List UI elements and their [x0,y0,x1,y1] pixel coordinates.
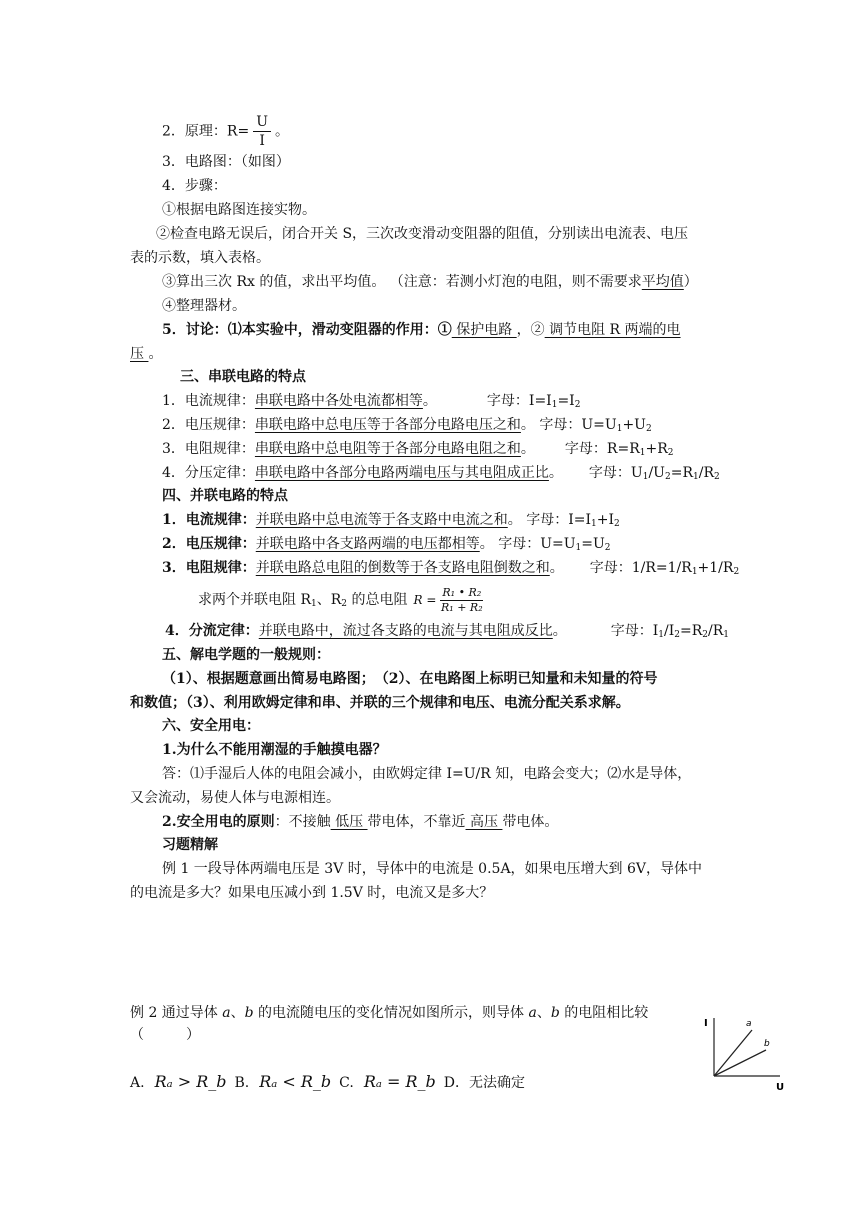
steps-title: 4．步骤： [162,178,227,194]
underline-answer: 高压 [465,814,503,830]
step-3-text: ③算出三次 Rx 的值，求出平均值。 （注意：若测小灯泡的电阻，则不需要求 [162,274,642,290]
sub: 1 [658,630,665,640]
label: 4．分流定律： [165,623,259,639]
sub: 1 [639,448,646,458]
series-row-4 [162,463,720,483]
fraction-denominator: R₁ + R₂ [441,600,483,614]
sub: 1 [642,472,649,482]
sub: 1 [591,519,597,529]
safety-q2 [162,812,558,832]
series-title: 三、串联电路的特点 [180,369,306,385]
option-b-label: B. [234,1075,250,1091]
text: 的电流随电压的变化情况如图所示，则导体 [253,1005,529,1021]
line-b-label: b [764,1039,770,1049]
parallel-row-4 [165,621,729,641]
discuss-line-1 [162,320,681,340]
safety-title: 六、安全用电： [162,718,260,734]
option-a-label: A. [130,1075,145,1091]
text: 、 [230,1005,245,1021]
sub: 2 [714,472,720,482]
var: b [244,1005,254,1021]
formula: =U [581,536,605,552]
underline-answer: 并联电路中各支路两端的电压都相等 [255,536,480,552]
parallel-resistance-fraction [440,586,483,615]
step-3-underline: 平均值 [641,274,684,290]
text: 、R [316,592,342,608]
text: 例 2 通过导体 [130,1005,223,1021]
q2-label: 2.安全用电的原则 [162,814,275,830]
discuss-answer-1: 保护电路 [451,322,517,338]
ohm-fraction [253,113,271,150]
sub: 1 [551,400,558,410]
sub: 2 [702,630,709,640]
underline-answer: 并联电路中总电流等于各支路中电流之和 [255,512,508,528]
punct: 。 [422,393,437,409]
underline-answer: 并联电路总电阻的倒数等于各支路电阻倒数之和 [255,560,550,576]
series-row-1 [162,391,580,411]
example-1-line-1: 例 1 一段导体两端电压是 3V 时，导体中的电流是 0.5A，如果电压增大到 6V，导体中 [162,861,703,877]
step-3 [162,272,698,292]
formula: 。 字母：U=U [479,536,576,552]
line-a-label: a [746,1019,752,1029]
sub: 2 [604,543,611,553]
example-1-line-2: 的电流是多大？如果电压减小到 1.5V 时，电流又是多大？ [130,885,494,901]
var: a [222,1005,231,1021]
discuss-answer-2: 调节电阻 R 两端的电 [544,322,681,338]
sub: 2 [341,599,348,609]
formula: 字母：U [588,465,643,481]
step-1: ①根据电路图连接实物。 [162,202,316,218]
discuss-label: 5．讨论：⑴本实验中，滑动变阻器的作用：① [162,322,452,338]
formula: =I [557,393,575,409]
option-d-label: D．无法确定 [443,1075,525,1091]
text: 、 [536,1005,551,1021]
parallel-row-1 [162,510,620,530]
iu-graph [700,1010,800,1100]
parallel-row-2 [162,534,611,554]
label: 4．分压定律： [162,465,255,481]
sub: 1 [311,599,317,609]
option-a-expr: Rₐ > R_b [154,1072,227,1091]
formula: /U [648,465,665,481]
sub: 2 [614,519,620,529]
sub: 1 [575,543,582,553]
text: 带电体，不靠近 [367,814,466,830]
option-b-expr: Rₐ < R_b [259,1072,332,1091]
line-a [714,1030,752,1076]
parallel-row-3 [162,558,739,578]
punct: 。 [520,441,535,457]
discuss-line-2 [130,344,162,364]
formula: +R [645,441,668,457]
var: b [550,1005,560,1021]
formula: /I [664,623,675,639]
text: ：不接触 [274,814,331,830]
safety-q1: 1.为什么不能用潮湿的手触摸电器？ [162,742,387,758]
label: 3．电阻规律： [162,441,255,457]
formula: 字母：I [610,623,659,639]
parallel-row-3b [198,580,483,620]
formula: +1/R [697,560,734,576]
label: 3．电阻规律： [162,560,256,576]
fraction-numerator: U [253,113,271,132]
sub: 2 [667,448,674,458]
underline-answer: 并联电路中，流过各支路的电流与其电阻成反比 [258,623,553,639]
rules-title: 五、解电学题的一般规则： [162,647,330,663]
principle-line [162,113,289,150]
underline-answer: 低压 [330,814,368,830]
discuss-sep: ，② [516,322,545,338]
punct: 。 [549,560,564,576]
series-row-3 [162,439,673,459]
example-2-line-2: （ ） [130,1027,200,1043]
sub: 1 [693,472,699,482]
underline-answer: 串联电路中各处电流都相等 [254,393,423,409]
step-2b: 表的示数，填入表格。 [130,250,270,266]
discuss-end: 。 [148,346,163,362]
formula: 字母：R=R [564,441,640,457]
formula: +U [622,417,646,433]
safety-a1b: 又会流动，易使人体与电源相连。 [130,790,340,806]
formula: =R [680,623,703,639]
formula: 。 字母：U=U [520,417,617,433]
label: 2．电压规律： [162,417,255,433]
text: 带电体。 [502,814,559,830]
discuss-answer-2-cont: 压 [130,346,149,362]
circuit-line: 3．电路图：（如图） [162,154,290,170]
rules-line-1: （1）、根据题意画出简易电路图； （2）、在电路图上标明已知量和未知量的符号 [162,671,658,687]
punct: 。 [552,623,567,639]
formula-lhs: R = [413,593,437,607]
sub: 2 [645,424,652,434]
text: 的电阻相比较 [559,1005,649,1021]
fraction-numerator: R₁ • R₂ [442,585,482,599]
label: 1．电流规律： [162,512,256,528]
sub: 2 [733,567,740,577]
formula: +I [596,512,614,528]
x-axis-label: U [776,1082,785,1093]
underline-answer: 串联电路中总电压等于各部分电路电压之和 [254,417,521,433]
fraction-denominator: I [259,133,265,149]
line-b [714,1050,766,1076]
parallel-title: 四、并联电路的特点 [162,488,288,504]
label: 1．电流规律： [162,393,255,409]
var: a [528,1005,537,1021]
formula: 。 字母：I=I [507,512,591,528]
exercises-title: 习题精解 [162,837,218,853]
y-axis-label: I [704,1018,708,1029]
text: 的总电阻 [347,592,408,608]
formula: =R [670,465,693,481]
principle-label: 2．原理：R= [162,123,250,140]
punct: 。 [548,465,563,481]
text: 求两个并联电阻 R [198,592,311,608]
principle-tail: 。 [275,123,289,140]
step-2a: ②检查电路无误后，闭合开关 S，三次改变滑动变阻器的阻值，分别读出电流表、电压 [156,226,689,242]
example-2-options [130,1072,525,1093]
step-4: ④整理器材。 [162,298,246,314]
series-row-2 [162,415,652,435]
formula: 字母：I=I [486,393,552,409]
sub: 2 [674,630,680,640]
rules-line-2: 和数值；（3）、利用欧姆定律和串、并联的三个规律和电压、电流分配关系求解。 [130,695,630,711]
formula: /R [708,623,724,639]
option-c-label: C. [339,1075,354,1091]
sub: 1 [723,630,730,640]
sub: 2 [574,400,581,410]
formula: /R [698,465,714,481]
sub: 1 [616,424,623,434]
sub: 1 [691,567,698,577]
underline-answer: 串联电路中总电阻等于各部分电路电阻之和 [254,441,521,457]
label: 2．电压规律： [162,536,256,552]
step-3-close: ） [683,274,698,290]
example-2-line-1 [130,1003,648,1023]
underline-answer: 串联电路中各部分电路两端电压与其电阻成正比 [254,465,549,481]
sub: 2 [664,472,671,482]
formula: 字母：1/R=1/R [589,560,692,576]
safety-a1a: 答：⑴手湿后人体的电阻会减小，由欧姆定律 I=U/R 知，电路会变大；⑵水是导体， [162,766,692,782]
option-c-expr: Rₐ = R_b [363,1072,436,1091]
